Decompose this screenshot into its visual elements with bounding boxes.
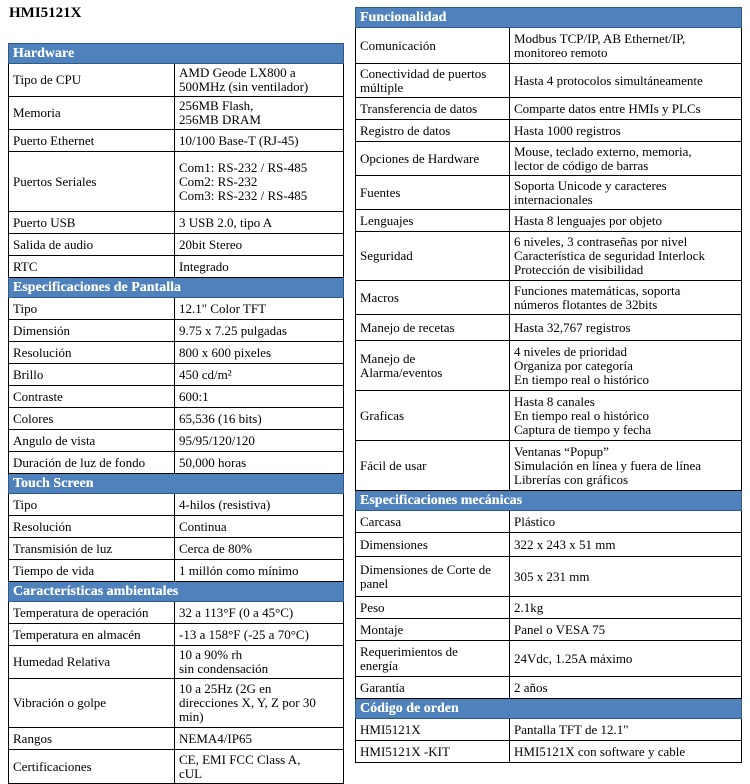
spec-row xyxy=(9,234,344,256)
spec-label: Comunicación xyxy=(356,28,510,64)
spec-label: Puerto USB xyxy=(9,212,175,234)
section-header-caracteristicas-ambientales xyxy=(9,582,344,602)
spec-row xyxy=(356,533,742,557)
spec-row xyxy=(356,341,742,391)
spec-label: Rangos xyxy=(9,728,175,750)
spec-label: Manejo de Alarma/eventos xyxy=(356,341,510,391)
document-title: HMI5121X xyxy=(9,5,82,21)
spec-row xyxy=(9,452,344,474)
section-title: Características ambientales xyxy=(13,583,179,599)
spec-value: Integrado xyxy=(175,256,344,278)
spec-row xyxy=(9,750,344,784)
spec-row xyxy=(356,28,742,64)
spec-value: Plástico xyxy=(510,511,742,533)
spec-row xyxy=(356,210,742,232)
spec-row xyxy=(356,441,742,491)
spec-row xyxy=(9,256,344,278)
spec-label: Temperatura de operación xyxy=(9,602,175,624)
spec-label: Montaje xyxy=(356,619,510,641)
spec-row xyxy=(356,719,742,741)
section-header-touch-screen xyxy=(9,474,344,494)
spec-value: Comparte datos entre HMIs y PLCs xyxy=(510,98,742,120)
spec-value: NEMA4/IP65 xyxy=(175,728,344,750)
section-header-funcionalidad xyxy=(356,8,742,28)
section-header-especificaciones-mecanicas xyxy=(356,491,742,511)
spec-label: Memoria xyxy=(9,97,175,130)
spec-row xyxy=(9,298,344,320)
spec-label: Resolución xyxy=(9,342,175,364)
spec-row xyxy=(356,64,742,98)
spec-label: Graficas xyxy=(356,391,510,441)
spec-label: Temperatura en almacén xyxy=(9,624,175,646)
spec-value: 24Vdc, 1.25A máximo xyxy=(510,641,742,677)
spec-row xyxy=(9,560,344,582)
spec-label: Humedad Relativa xyxy=(9,646,175,679)
spec-value: 2 años xyxy=(510,677,742,699)
spec-row xyxy=(356,641,742,677)
spec-row xyxy=(9,624,344,646)
spec-value: 20bit Stereo xyxy=(175,234,344,256)
spec-value: Hasta 8 lenguajes por objeto xyxy=(510,210,742,232)
spec-label: Dimensiones de Corte de panel xyxy=(356,557,510,597)
section-header-codigo-de-orden xyxy=(356,699,742,719)
spec-row xyxy=(9,212,344,234)
spec-row xyxy=(356,98,742,120)
section-title: Touch Screen xyxy=(13,475,94,491)
spec-value: 50,000 horas xyxy=(175,452,344,474)
spec-row xyxy=(9,152,344,212)
spec-label: Angulo de vista xyxy=(9,430,175,452)
spec-row xyxy=(9,130,344,152)
spec-row xyxy=(356,120,742,142)
section-title: Hardware xyxy=(13,45,75,61)
spec-value: HMI5121X con software y cable xyxy=(510,741,742,763)
spec-row xyxy=(356,557,742,597)
section-title: Funcionalidad xyxy=(360,9,447,25)
spec-row xyxy=(356,232,742,281)
spec-row xyxy=(356,741,742,763)
spec-label: Registro de datos xyxy=(356,120,510,142)
spec-value: Hasta 1000 registros xyxy=(510,120,742,142)
spec-row xyxy=(356,597,742,619)
spec-value: 256MB Flash, 256MB DRAM xyxy=(175,97,344,130)
spec-value: 3 USB 2.0, tipo A xyxy=(175,212,344,234)
spec-value: CE, EMI FCC Class A, cUL xyxy=(175,750,344,784)
spec-row xyxy=(9,538,344,560)
spec-label: RTC xyxy=(9,256,175,278)
spec-row xyxy=(9,494,344,516)
spec-label: Vibración o golpe xyxy=(9,679,175,728)
spec-label: Puertos Seriales xyxy=(9,152,175,212)
spec-value: 9.75 x 7.25 pulgadas xyxy=(175,320,344,342)
spec-value: -13 a 158°F (-25 a 70°C) xyxy=(175,624,344,646)
spec-value: 10/100 Base-T (RJ-45) xyxy=(175,130,344,152)
section-header-hardware xyxy=(9,44,344,64)
spec-label: Puerto Ethernet xyxy=(9,130,175,152)
spec-label: Seguridad xyxy=(356,232,510,281)
spec-value: Funciones matemáticas, soporta números flotantes de 32bits xyxy=(510,281,742,315)
spec-row xyxy=(9,64,344,97)
spec-label: Transferencia de datos xyxy=(356,98,510,120)
section-title: Especificaciones mecánicas xyxy=(360,492,523,508)
spec-value: Continua xyxy=(175,516,344,538)
spec-label: Dimensiones xyxy=(356,533,510,557)
spec-row xyxy=(356,142,742,176)
spec-label: Salida de audio xyxy=(9,234,175,256)
spec-row xyxy=(9,602,344,624)
spec-label: Duración de luz de fondo xyxy=(9,452,175,474)
section-title: Especificaciones de Pantalla xyxy=(13,279,181,295)
spec-label: Opciones de Hardware xyxy=(356,142,510,176)
spec-value: Cerca de 80% xyxy=(175,538,344,560)
spec-value: Soporta Unicode y caracteres internacionales xyxy=(510,176,742,210)
spec-value: Hasta 8 canales En tiempo real o histórico Captura de tiempo y fecha xyxy=(510,391,742,441)
spec-value: Pantalla TFT de 12.1" xyxy=(510,719,742,741)
spec-value: Panel o VESA 75 xyxy=(510,619,742,641)
section-header-especificaciones-de-pantalla xyxy=(9,278,344,298)
spec-value: 2.1kg xyxy=(510,597,742,619)
spec-label: Tipo de CPU xyxy=(9,64,175,97)
spec-value: 6 niveles, 3 contraseñas por nivel Característica de seguridad Interlock Protección de visibilidad xyxy=(510,232,742,281)
spec-label: Requerimientos de energía xyxy=(356,641,510,677)
spec-row xyxy=(356,677,742,699)
spec-value: 450 cd/m² xyxy=(175,364,344,386)
spec-value: 800 x 600 pixeles xyxy=(175,342,344,364)
spec-label: Transmisión de luz xyxy=(9,538,175,560)
spec-row xyxy=(356,619,742,641)
spec-row xyxy=(356,391,742,441)
spec-row xyxy=(9,97,344,130)
spec-value: Modbus TCP/IP, AB Ethernet/IP, monitoreo remoto xyxy=(510,28,742,64)
spec-row xyxy=(356,281,742,315)
spec-row xyxy=(9,646,344,679)
spec-label: Resolución xyxy=(9,516,175,538)
spec-label: Tipo xyxy=(9,298,175,320)
spec-label: HMI5121X -KIT xyxy=(356,741,510,763)
spec-value: AMD Geode LX800 a 500MHz (sin ventilador) xyxy=(175,64,344,97)
spec-label: Carcasa xyxy=(356,511,510,533)
spec-value: 322 x 243 x 51 mm xyxy=(510,533,742,557)
spec-label: HMI5121X xyxy=(356,719,510,741)
spec-row xyxy=(9,679,344,728)
spec-label: Dimensión xyxy=(9,320,175,342)
spec-label: Macros xyxy=(356,281,510,315)
spec-value: Ventanas “Popup” Simulación en línea y fuera de línea Librerías con gráficos xyxy=(510,441,742,491)
spec-row xyxy=(9,386,344,408)
spec-label: Brillo xyxy=(9,364,175,386)
spec-label: Conectividad de puertos múltiple xyxy=(356,64,510,98)
right-spec-table xyxy=(355,7,742,763)
spec-value: 32 a 113°F (0 a 45°C) xyxy=(175,602,344,624)
section-title: Código de orden xyxy=(360,700,459,716)
spec-value: 10 a 25Hz (2G en direcciones X, Y, Z por 30 min) xyxy=(175,679,344,728)
spec-row xyxy=(9,430,344,452)
spec-value: 4-hilos (resistiva) xyxy=(175,494,344,516)
spec-row xyxy=(9,364,344,386)
spec-label: Certificaciones xyxy=(9,750,175,784)
spec-label: Tiempo de vida xyxy=(9,560,175,582)
spec-value: 65,536 (16 bits) xyxy=(175,408,344,430)
spec-label: Fuentes xyxy=(356,176,510,210)
spec-value: 600:1 xyxy=(175,386,344,408)
spec-value: Hasta 4 protocolos simultáneamente xyxy=(510,64,742,98)
spec-value: Com1: RS-232 / RS-485 Com2: RS-232 Com3: RS-232 / RS-485 xyxy=(175,152,344,212)
spec-value: 1 millón como mínimo xyxy=(175,560,344,582)
spec-value: 4 niveles de prioridad Organiza por categoría En tiempo real o histórico xyxy=(510,341,742,391)
spec-value: 12.1" Color TFT xyxy=(175,298,344,320)
spec-value: Mouse, teclado externo, memoria, lector de código de barras xyxy=(510,142,742,176)
spec-label: Peso xyxy=(356,597,510,619)
spec-value: Hasta 32,767 registros xyxy=(510,315,742,341)
left-spec-table xyxy=(8,43,344,784)
spec-label: Contraste xyxy=(9,386,175,408)
spec-row xyxy=(9,320,344,342)
spec-row xyxy=(9,516,344,538)
spec-label: Manejo de recetas xyxy=(356,315,510,341)
spec-row xyxy=(356,176,742,210)
spec-label: Tipo xyxy=(9,494,175,516)
spec-value: 10 a 90% rh sin condensación xyxy=(175,646,344,679)
spec-value: 95/95/120/120 xyxy=(175,430,344,452)
spec-row xyxy=(356,511,742,533)
spec-row xyxy=(9,342,344,364)
spec-value: 305 x 231 mm xyxy=(510,557,742,597)
spec-label: Fácil de usar xyxy=(356,441,510,491)
spec-label: Lenguajes xyxy=(356,210,510,232)
spec-row xyxy=(9,728,344,750)
spec-row xyxy=(9,408,344,430)
spec-row xyxy=(356,315,742,341)
spec-label: Colores xyxy=(9,408,175,430)
spec-label: Garantía xyxy=(356,677,510,699)
